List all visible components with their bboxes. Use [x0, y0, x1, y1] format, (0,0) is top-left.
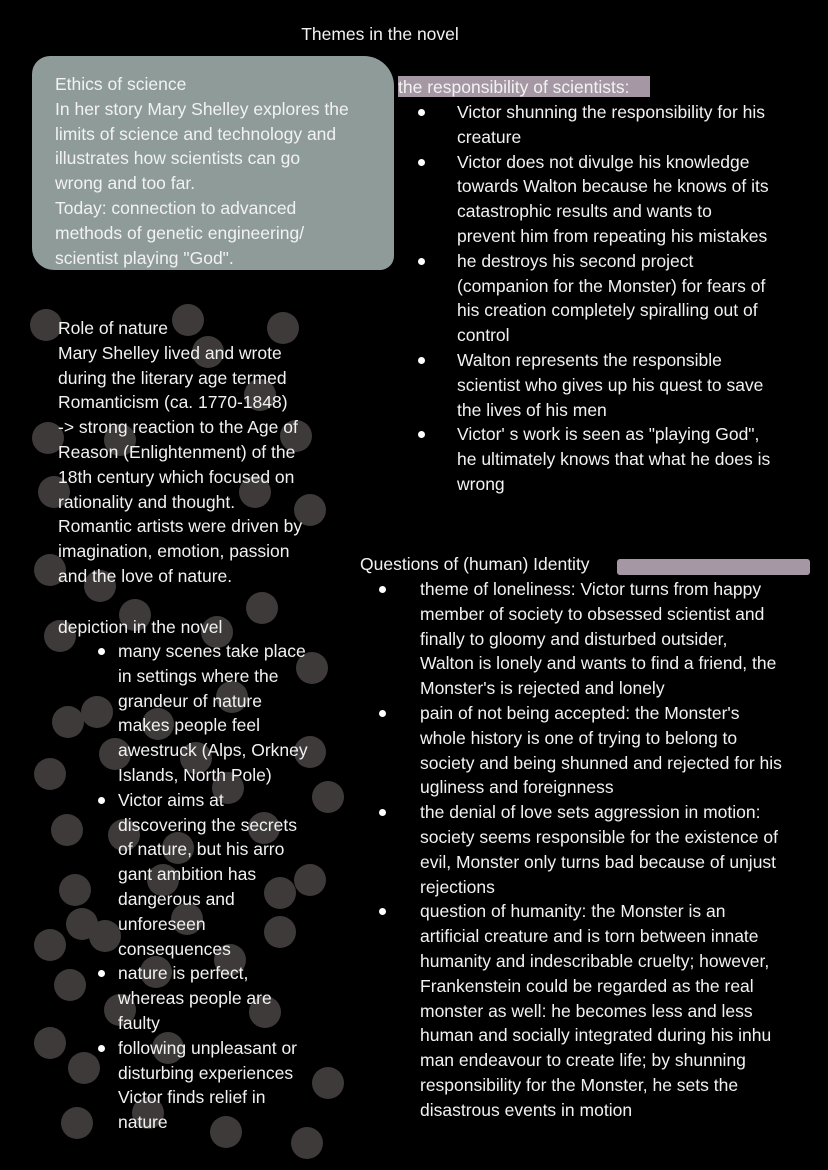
text-line: 18th century which focused on — [58, 466, 295, 487]
text-line: following unpleasant or — [118, 1037, 298, 1058]
text-line: unforeseen — [118, 913, 206, 934]
ethics-of-science-section — [55, 72, 349, 270]
text-line: (companion for the Monster) for fears of — [457, 275, 766, 296]
text-line: Islands, North Pole) — [118, 764, 272, 785]
text-line: disastrous events in motion — [420, 1099, 633, 1120]
text-line: man endeavour to create life; by shunning — [420, 1050, 746, 1071]
text-line: awestruck (Alps, Orkney — [118, 740, 308, 761]
text-line: society seems responsible for the existence of — [420, 826, 778, 847]
bullet-icon — [98, 797, 105, 804]
role-of-nature-section — [58, 316, 302, 589]
text-line: he destroys his second project — [457, 250, 694, 271]
text-line: disturbing experiences — [118, 1062, 294, 1083]
decorative-dot — [54, 969, 86, 1001]
bullet-icon — [418, 159, 425, 166]
text-line: he ultimately knows that what he does is — [457, 449, 771, 470]
text-line: monster as well: he becomes less and less — [420, 1000, 753, 1021]
page-title: Themes in the novel — [301, 24, 459, 44]
decorative-dot — [89, 920, 121, 952]
text-line: the denial of love sets aggression in motion: — [420, 802, 761, 823]
text-line: scientist playing "God". — [55, 247, 234, 268]
text-line: methods of genetic engineering/ — [55, 222, 305, 243]
bullet-icon — [379, 908, 386, 915]
text-line: Romanticism (ca. 1770-1848) — [58, 392, 288, 413]
text-line: whole history is one of trying to belong to — [420, 727, 738, 748]
decorative-dot — [34, 1027, 66, 1059]
text-line: society and being shunned and rejected for his — [420, 752, 782, 773]
text-line: prevent him from repeating his mistakes — [457, 225, 768, 246]
list-item — [118, 961, 272, 1035]
text-line: in settings where the — [118, 665, 279, 686]
text-line: during the literary age termed — [58, 367, 287, 388]
text-line: In her story Mary Shelley explores the — [55, 98, 349, 119]
text-line: illustrates how scientists can go — [55, 148, 301, 169]
decorative-dot — [294, 864, 326, 896]
bullet-icon — [418, 109, 425, 116]
text-line: Victor' s work is seen as "playing God", — [457, 424, 760, 445]
bullet-icon — [418, 258, 425, 265]
text-line: question of humanity: the Monster is an — [420, 901, 726, 922]
responsibility-heading: the responsibility of scientists: — [398, 77, 630, 97]
text-line: whereas people are — [118, 988, 272, 1009]
text-line: consequences — [118, 938, 231, 959]
text-line: Victor shunning the responsibility for his — [457, 102, 766, 122]
text-line: faulty — [118, 1012, 160, 1033]
text-line: grandeur of nature — [118, 690, 262, 711]
text-line: Frankenstein could be regarded as the real — [420, 975, 754, 996]
decorative-dot — [68, 1052, 100, 1084]
text-line: wrong — [457, 473, 505, 494]
list-item — [118, 1036, 297, 1135]
list-item — [457, 150, 769, 249]
decorative-dot — [312, 781, 344, 813]
text-line: scientist who gives up his quest to save — [457, 374, 764, 395]
text-line: creature — [457, 126, 522, 147]
decorative-dot — [246, 592, 278, 624]
text-line: Victor aims at — [118, 789, 224, 810]
decorative-dot — [51, 814, 83, 846]
text-line: Walton represents the responsible — [457, 350, 722, 370]
list-item — [420, 800, 778, 899]
text-line: Victor finds relief in — [118, 1087, 266, 1108]
decorative-dot — [81, 696, 113, 728]
text-line: imagination, emotion, passion — [58, 541, 290, 562]
text-line: nature — [118, 1112, 168, 1133]
list-item — [457, 249, 765, 348]
decorative-dot — [61, 1107, 93, 1139]
text-line: Mary Shelley lived and wrote — [58, 342, 282, 363]
text-line: Walton is lonely and wants to find a friend, the — [420, 653, 777, 674]
list-item — [420, 577, 776, 701]
bullet-icon — [418, 431, 425, 438]
text-line: evil, Monster only turns bad because of unjust — [420, 851, 777, 872]
text-line: ugliness and foreignness — [420, 777, 614, 798]
text-line: Today: connection to advanced — [55, 197, 297, 218]
text-line: responsibility for the Monster, he sets the — [420, 1074, 739, 1095]
list-item — [118, 639, 308, 788]
list-item — [457, 422, 770, 496]
text-line: artificial creature and is torn between innate — [420, 926, 759, 947]
text-line: gant ambition has — [118, 864, 257, 885]
text-line: nature is perfect, — [118, 963, 249, 984]
decorative-dot — [59, 874, 91, 906]
text-line: rationality and thought. — [58, 491, 236, 512]
list-item — [457, 348, 763, 422]
identity-heading: Questions of (human) Identity — [360, 554, 590, 574]
list-item — [420, 701, 782, 800]
text-line: human and socially integrated during his inhu — [420, 1025, 772, 1046]
text-line: many scenes take place — [118, 641, 306, 661]
text-line: pain of not being accepted: the Monster's — [420, 703, 740, 723]
text-line: his creation completely spiralling out of — [457, 300, 758, 321]
text-line: theme of loneliness: Victor turns from happy — [420, 579, 762, 599]
text-line: Romantic artists were driven by — [58, 516, 303, 537]
text-line: of nature, but his arro — [118, 839, 285, 860]
bullet-icon — [98, 648, 105, 655]
text-line: rejections — [420, 876, 495, 897]
purple-highlight-bar — [617, 559, 810, 575]
text-line: Victor does not divulge his knowledge — [457, 151, 750, 172]
decorative-dot — [34, 758, 66, 790]
text-line: discovering the secrets — [118, 814, 297, 835]
bullet-icon — [379, 586, 386, 593]
text-line: towards Walton because he knows of its — [457, 176, 769, 197]
text-line: catastrophic results and wants to — [457, 201, 712, 222]
text-line: member of society to obsessed scientist and — [420, 603, 765, 624]
decorative-dot — [52, 706, 84, 738]
text-line: Ethics of science — [55, 74, 187, 94]
text-line: finally to gloomy and disturbed outsider, — [420, 628, 728, 649]
list-item — [420, 899, 771, 1122]
list-item — [118, 788, 297, 962]
text-line: the lives of his men — [457, 399, 607, 420]
text-line: Monster's is rejected and lonely — [420, 678, 665, 699]
text-line: -> strong reaction to the Age of — [58, 417, 298, 438]
text-line: control — [457, 325, 510, 346]
text-line: humanity and indescribable cruelty; however, — [420, 950, 770, 971]
bullet-icon — [98, 970, 105, 977]
decorative-dot — [34, 929, 66, 961]
text-line: dangerous and — [118, 888, 235, 909]
bullet-icon — [418, 357, 425, 364]
text-line: wrong and too far. — [55, 173, 196, 194]
bullet-icon — [379, 809, 386, 816]
text-line: Reason (Enlightenment) of the — [58, 441, 296, 462]
depiction-heading: depiction in the novel — [58, 617, 223, 637]
text-line: makes people feel — [118, 715, 261, 736]
text-line: and the love of nature. — [58, 565, 233, 586]
bullet-icon — [379, 710, 386, 717]
text-line: Role of nature — [58, 318, 168, 338]
bullet-icon — [98, 1045, 105, 1052]
text-line: limits of science and technology and — [55, 123, 337, 144]
list-item — [457, 100, 765, 150]
decorative-dot — [312, 1067, 344, 1099]
